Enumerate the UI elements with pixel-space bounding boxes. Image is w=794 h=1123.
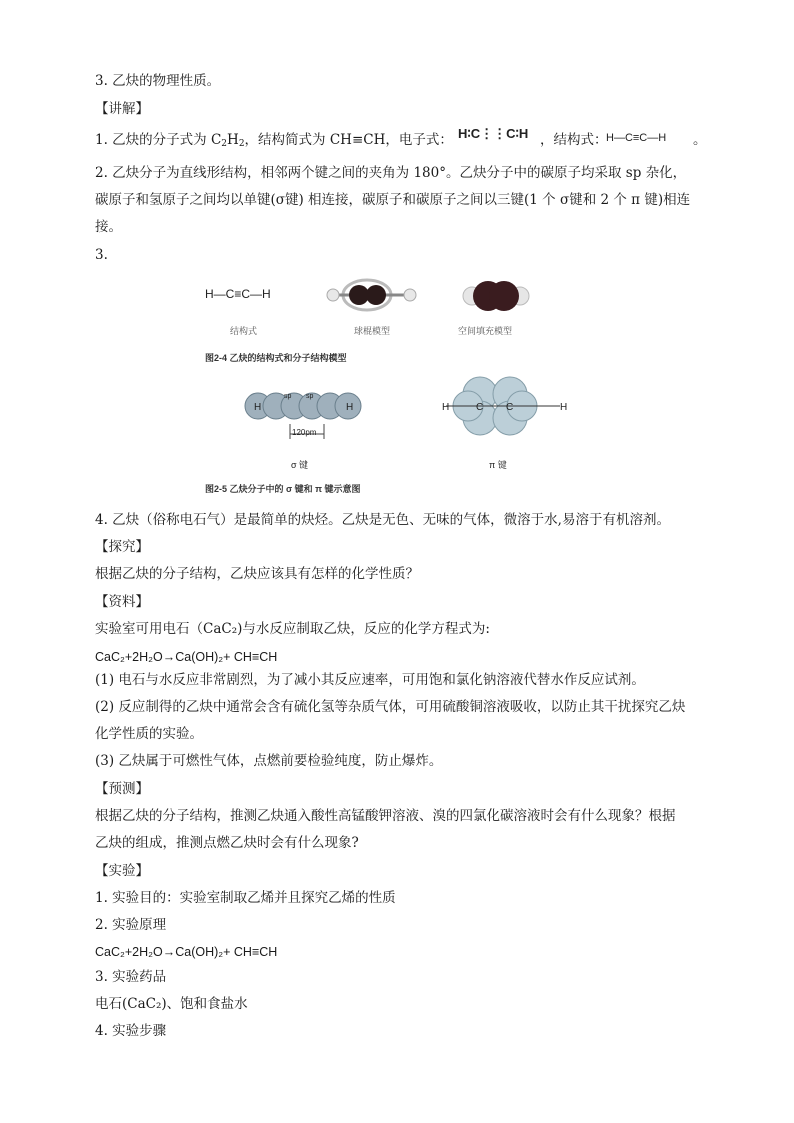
experiment-step-2: 2. 实验原理 — [95, 917, 167, 933]
bond-length-label: 120pm — [292, 428, 317, 437]
fig25-caption: 图2-5 乙炔分子中的 σ 键和 π 键示意图 — [205, 484, 361, 494]
fig24-label-structural: 结构式 — [230, 326, 258, 336]
svg-text:H: H — [442, 402, 450, 413]
electron-formula: H∶C⋮⋮C∶H — [458, 126, 529, 141]
sp-label-2: sp — [306, 393, 314, 400]
paragraph-linear-structure-1: 2. 乙炔分子为直线形结构，相邻两个键之间的夹角为 180°。乙炔分子中的碳原子均采取 sp 杂化， — [95, 165, 687, 181]
material-item-2-line2: 化学性质的实验。 — [95, 726, 203, 742]
experiment-reagents: 电石(CaC₂)、饱和食盐水 — [95, 996, 248, 1012]
fig25-label-pi: π 键 — [489, 460, 507, 470]
ball-stick-model-image — [322, 276, 422, 314]
svg-text:H: H — [346, 402, 354, 413]
materials-intro: 实验室可用电石（CaC₂)与水反应制取乙炔，反应的化学方程式为: — [95, 621, 490, 637]
svg-text:H: H — [254, 402, 262, 413]
p1-prefix: 1. 乙炔的分子式为 C — [95, 132, 222, 148]
fig24-label-ball-stick: 球棍模型 — [354, 326, 391, 336]
fig24-structural-formula: H—C≡C—H — [205, 287, 271, 301]
paragraph-3-number: 3. — [95, 247, 108, 263]
explore-question: 根据乙炔的分子结构，乙炔应该具有怎样的化学性质？ — [95, 566, 419, 582]
paragraph-acetylene-properties: 4. 乙炔（俗称电石气）是最简单的炔烃。乙炔是无色、无味的气体，微溶于水,易溶于有机溶剂。 — [95, 512, 670, 528]
space-filling-model-image — [460, 278, 532, 314]
structural-formula-inline: H—C≡C—H — [606, 132, 667, 144]
fig25-label-sigma: σ 键 — [291, 460, 309, 470]
svg-text:H: H — [560, 402, 568, 413]
p1-sub2: 2 — [238, 139, 245, 149]
paragraph-linear-structure-3: 接。 — [95, 219, 122, 235]
p1-middle: ，结构简式为 CH≡CH，电子式： — [244, 132, 453, 148]
p1-struct-label: ，结构式： — [540, 132, 608, 148]
material-item-2-line1: (2) 反应制得的乙炔中通常会含有硫化氢等杂质气体，可用硫酸铜溶液吸收，以防止其干扰探究乙炔 — [95, 699, 686, 715]
section-heading-physical-properties: 3. 乙炔的物理性质。 — [95, 73, 221, 89]
reaction-equation-1: CaC₂+2H₂O→Ca(OH)₂+ CH≡CH — [95, 650, 278, 664]
label-prediction: 【预测】 — [95, 781, 149, 797]
experiment-step-3: 3. 实验药品 — [95, 969, 167, 985]
label-experiment: 【实验】 — [95, 863, 149, 879]
experiment-step-1: 1. 实验目的：实验室制取乙烯并且探究乙烯的性质 — [95, 890, 396, 906]
svg-text:C: C — [476, 402, 484, 413]
paragraph-linear-structure-2: 碳原子和氢原子之间均以单键(σ键) 相连接，碳原子和碳原子之间以三键(1 个 σ键和 2 个 π 键)相连 — [95, 192, 691, 208]
fig24-label-space-filling: 空间填充模型 — [458, 326, 513, 336]
reaction-equation-2: CaC₂+2H₂O→Ca(OH)₂+ CH≡CH — [95, 945, 278, 959]
prediction-line-2: 乙炔的组成，推测点燃乙炔时会有什么现象? — [95, 835, 359, 851]
p1-sub: 2 — [221, 139, 228, 149]
label-explore: 【探究】 — [95, 539, 149, 555]
svg-text:C: C — [506, 402, 514, 413]
p1-end: 。 — [693, 132, 707, 148]
material-item-1: (1) 电石与水反应非常剧烈，为了减小其反应速率，可用饱和氯化钠溶液代替水作反应试剂。 — [95, 672, 645, 688]
sp-label-1: sp — [284, 393, 292, 400]
label-materials: 【资料】 — [95, 594, 149, 610]
experiment-step-4: 4. 实验步骤 — [95, 1023, 167, 1039]
prediction-line-1: 根据乙炔的分子结构，推测乙炔通入酸性高锰酸钾溶液、溴的四氯化碳溶液时会有什么现象？根据 — [95, 808, 676, 824]
fig24-caption: 图2-4 乙炔的结构式和分子结构模型 — [205, 353, 347, 363]
p1-h: H — [227, 132, 239, 148]
paragraph-molecular-formula — [95, 131, 453, 149]
label-explanation: 【讲解】 — [95, 101, 149, 117]
pi-bond-diagram — [440, 374, 568, 438]
material-item-3: (3) 乙炔属于可燃性气体，点燃前要检验纯度，防止爆炸。 — [95, 753, 443, 769]
